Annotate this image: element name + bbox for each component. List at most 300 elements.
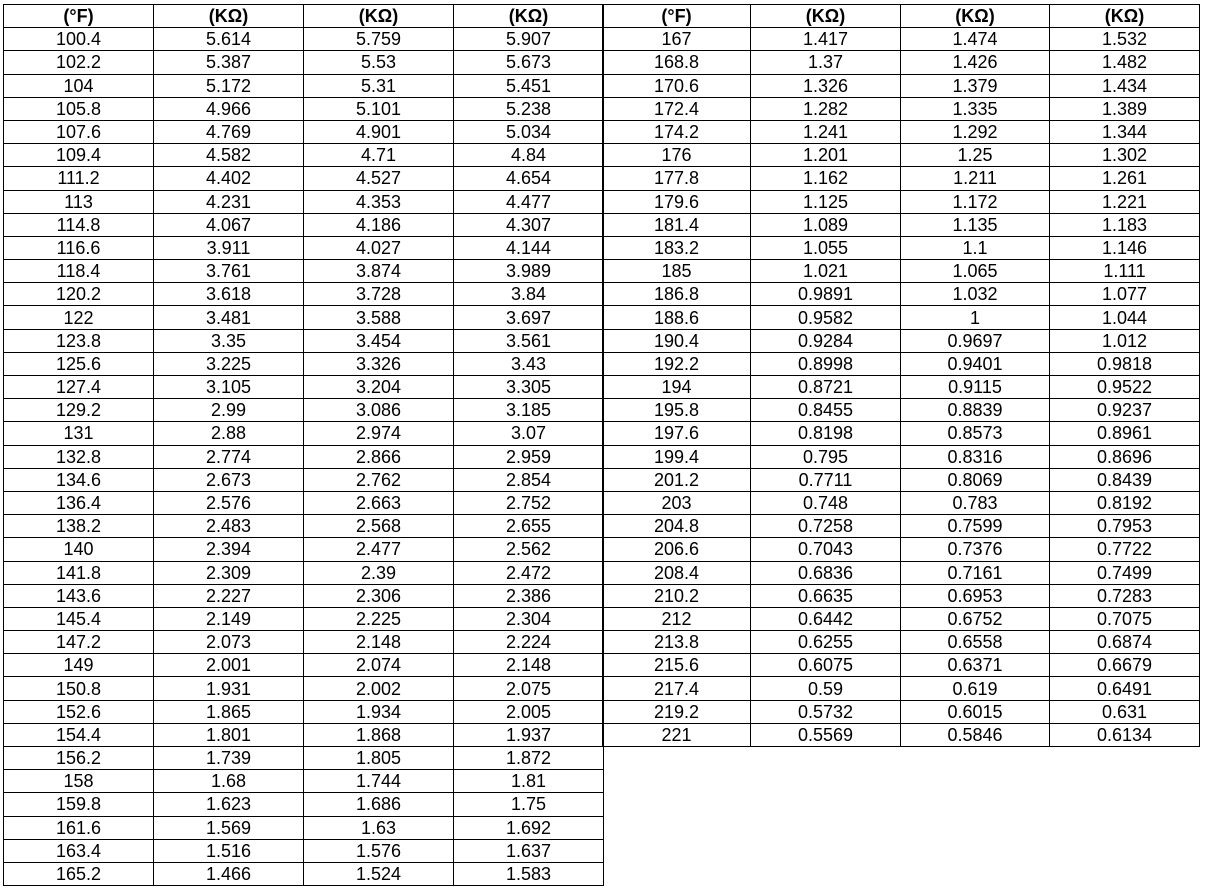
cell-resistance-1: 0.7258 bbox=[751, 515, 901, 538]
cell-resistance-2: 3.728 bbox=[304, 283, 454, 306]
cell-temperature: 138.2 bbox=[4, 515, 154, 538]
cell-resistance-1: 4.582 bbox=[154, 144, 304, 167]
cell-resistance-2: 2.568 bbox=[304, 515, 454, 538]
header-resistance-kohm-1: (KΩ) bbox=[751, 5, 901, 28]
cell-resistance-1: 0.7711 bbox=[751, 468, 901, 491]
cell-resistance-2: 1.868 bbox=[304, 723, 454, 746]
cell-resistance-3: 0.7283 bbox=[1050, 584, 1200, 607]
cell-resistance-1: 1.516 bbox=[154, 839, 304, 862]
cell-temperature: 143.6 bbox=[4, 584, 154, 607]
cell-temperature: 217.4 bbox=[603, 677, 751, 700]
cell-resistance-3: 3.989 bbox=[454, 260, 604, 283]
cell-resistance-2: 4.353 bbox=[304, 190, 454, 213]
cell-resistance-3: 2.655 bbox=[454, 515, 604, 538]
cell-resistance-1: 2.88 bbox=[154, 422, 304, 445]
cell-resistance-1: 0.8998 bbox=[751, 352, 901, 375]
table-row bbox=[4, 468, 604, 491]
table-row bbox=[4, 260, 604, 283]
cell-resistance-3: 1.302 bbox=[1050, 144, 1200, 167]
table-row bbox=[4, 399, 604, 422]
table-row bbox=[603, 376, 1200, 399]
cell-temperature: 192.2 bbox=[603, 352, 751, 375]
cell-temperature: 131 bbox=[4, 422, 154, 445]
cell-temperature: 100.4 bbox=[4, 28, 154, 51]
table-row bbox=[4, 793, 604, 816]
cell-resistance-3: 1.261 bbox=[1050, 167, 1200, 190]
cell-temperature: 197.6 bbox=[603, 422, 751, 445]
table-body bbox=[4, 28, 604, 886]
cell-resistance-2: 4.901 bbox=[304, 120, 454, 143]
cell-resistance-3: 1.692 bbox=[454, 816, 604, 839]
cell-temperature: 156.2 bbox=[4, 747, 154, 770]
table-row bbox=[603, 28, 1200, 51]
cell-resistance-3: 0.6491 bbox=[1050, 677, 1200, 700]
cell-temperature: 104 bbox=[4, 74, 154, 97]
cell-resistance-1: 0.9891 bbox=[751, 283, 901, 306]
cell-resistance-2: 1.426 bbox=[901, 51, 1050, 74]
table-row bbox=[4, 677, 604, 700]
cell-temperature: 165.2 bbox=[4, 862, 154, 885]
cell-resistance-3: 3.697 bbox=[454, 306, 604, 329]
cell-resistance-1: 1.417 bbox=[751, 28, 901, 51]
header-row bbox=[603, 5, 1200, 28]
cell-resistance-2: 2.148 bbox=[304, 631, 454, 654]
table-row bbox=[4, 445, 604, 468]
cell-resistance-3: 0.7499 bbox=[1050, 561, 1200, 584]
cell-resistance-3: 2.562 bbox=[454, 538, 604, 561]
cell-resistance-2: 0.5846 bbox=[901, 723, 1050, 746]
cell-resistance-3: 4.307 bbox=[454, 213, 604, 236]
cell-resistance-1: 1.68 bbox=[154, 770, 304, 793]
resistance-table-left bbox=[3, 4, 604, 886]
table-row bbox=[4, 97, 604, 120]
cell-resistance-3: 5.238 bbox=[454, 97, 604, 120]
cell-resistance-1: 0.9284 bbox=[751, 329, 901, 352]
table-row bbox=[603, 538, 1200, 561]
cell-temperature: 195.8 bbox=[603, 399, 751, 422]
cell-temperature: 127.4 bbox=[4, 376, 154, 399]
cell-resistance-2: 1.211 bbox=[901, 167, 1050, 190]
table-row bbox=[4, 236, 604, 259]
cell-resistance-2: 4.71 bbox=[304, 144, 454, 167]
cell-resistance-1: 2.001 bbox=[154, 654, 304, 677]
table-row bbox=[603, 51, 1200, 74]
cell-resistance-1: 0.6442 bbox=[751, 607, 901, 630]
cell-resistance-3: 1.146 bbox=[1050, 236, 1200, 259]
cell-resistance-1: 0.5732 bbox=[751, 700, 901, 723]
table-row bbox=[603, 167, 1200, 190]
cell-resistance-1: 3.618 bbox=[154, 283, 304, 306]
table-row bbox=[4, 723, 604, 746]
cell-resistance-1: 1.055 bbox=[751, 236, 901, 259]
cell-resistance-3: 2.386 bbox=[454, 584, 604, 607]
cell-resistance-3: 0.9818 bbox=[1050, 352, 1200, 375]
cell-resistance-1: 1.241 bbox=[751, 120, 901, 143]
table-row bbox=[603, 283, 1200, 306]
cell-temperature: 161.6 bbox=[4, 816, 154, 839]
cell-temperature: 176 bbox=[603, 144, 751, 167]
table-row bbox=[4, 654, 604, 677]
cell-temperature: 122 bbox=[4, 306, 154, 329]
table-row bbox=[603, 74, 1200, 97]
cell-resistance-2: 1.576 bbox=[304, 839, 454, 862]
cell-resistance-1: 2.576 bbox=[154, 491, 304, 514]
cell-resistance-2: 2.663 bbox=[304, 491, 454, 514]
cell-resistance-3: 4.84 bbox=[454, 144, 604, 167]
table-row bbox=[4, 538, 604, 561]
cell-resistance-1: 2.774 bbox=[154, 445, 304, 468]
table-row bbox=[603, 399, 1200, 422]
cell-resistance-2: 2.225 bbox=[304, 607, 454, 630]
table-row bbox=[4, 144, 604, 167]
cell-resistance-1: 4.769 bbox=[154, 120, 304, 143]
cell-resistance-1: 0.8721 bbox=[751, 376, 901, 399]
cell-resistance-3: 1.344 bbox=[1050, 120, 1200, 143]
cell-resistance-1: 0.795 bbox=[751, 445, 901, 468]
cell-resistance-2: 2.002 bbox=[304, 677, 454, 700]
cell-resistance-2: 0.6015 bbox=[901, 700, 1050, 723]
cell-resistance-3: 0.7075 bbox=[1050, 607, 1200, 630]
cell-temperature: 147.2 bbox=[4, 631, 154, 654]
cell-resistance-3: 1.389 bbox=[1050, 97, 1200, 120]
cell-temperature: 114.8 bbox=[4, 213, 154, 236]
cell-temperature: 120.2 bbox=[4, 283, 154, 306]
cell-resistance-3: 2.224 bbox=[454, 631, 604, 654]
cell-resistance-2: 2.762 bbox=[304, 468, 454, 491]
table-row bbox=[603, 445, 1200, 468]
cell-resistance-2: 1 bbox=[901, 306, 1050, 329]
cell-resistance-3: 2.752 bbox=[454, 491, 604, 514]
cell-resistance-1: 1.282 bbox=[751, 97, 901, 120]
cell-resistance-3: 2.075 bbox=[454, 677, 604, 700]
cell-temperature: 199.4 bbox=[603, 445, 751, 468]
table-body bbox=[603, 28, 1200, 747]
cell-resistance-1: 3.225 bbox=[154, 352, 304, 375]
table-row bbox=[603, 491, 1200, 514]
table-row bbox=[4, 584, 604, 607]
table-row bbox=[4, 839, 604, 862]
cell-resistance-1: 1.201 bbox=[751, 144, 901, 167]
cell-resistance-3: 3.07 bbox=[454, 422, 604, 445]
cell-resistance-1: 5.172 bbox=[154, 74, 304, 97]
table-row bbox=[4, 213, 604, 236]
cell-resistance-2: 4.027 bbox=[304, 236, 454, 259]
table-row bbox=[603, 677, 1200, 700]
table-row bbox=[4, 190, 604, 213]
table-row bbox=[603, 515, 1200, 538]
cell-resistance-3: 1.044 bbox=[1050, 306, 1200, 329]
table-row bbox=[603, 352, 1200, 375]
cell-resistance-3: 1.872 bbox=[454, 747, 604, 770]
cell-resistance-2: 1.524 bbox=[304, 862, 454, 885]
table-row bbox=[4, 491, 604, 514]
cell-resistance-1: 1.326 bbox=[751, 74, 901, 97]
cell-resistance-1: 2.073 bbox=[154, 631, 304, 654]
cell-resistance-2: 3.874 bbox=[304, 260, 454, 283]
cell-resistance-2: 2.477 bbox=[304, 538, 454, 561]
cell-resistance-1: 0.9582 bbox=[751, 306, 901, 329]
header-resistance-kohm-2: (KΩ) bbox=[901, 5, 1050, 28]
cell-resistance-3: 2.472 bbox=[454, 561, 604, 584]
cell-resistance-2: 0.9401 bbox=[901, 352, 1050, 375]
cell-resistance-2: 0.6953 bbox=[901, 584, 1050, 607]
table-row bbox=[603, 329, 1200, 352]
cell-resistance-2: 0.7599 bbox=[901, 515, 1050, 538]
table-row bbox=[603, 631, 1200, 654]
cell-resistance-2: 3.454 bbox=[304, 329, 454, 352]
cell-resistance-3: 5.451 bbox=[454, 74, 604, 97]
cell-resistance-3: 1.077 bbox=[1050, 283, 1200, 306]
cell-temperature: 145.4 bbox=[4, 607, 154, 630]
cell-resistance-3: 5.907 bbox=[454, 28, 604, 51]
cell-resistance-1: 4.067 bbox=[154, 213, 304, 236]
table-row bbox=[603, 260, 1200, 283]
cell-temperature: 174.2 bbox=[603, 120, 751, 143]
cell-temperature: 181.4 bbox=[603, 213, 751, 236]
cell-resistance-1: 2.394 bbox=[154, 538, 304, 561]
cell-resistance-1: 0.6255 bbox=[751, 631, 901, 654]
cell-resistance-2: 3.204 bbox=[304, 376, 454, 399]
cell-temperature: 168.8 bbox=[603, 51, 751, 74]
table-row bbox=[603, 422, 1200, 445]
table-row bbox=[603, 584, 1200, 607]
cell-resistance-3: 0.6134 bbox=[1050, 723, 1200, 746]
header-temperature-f: (°F) bbox=[4, 5, 154, 28]
cell-resistance-1: 0.8455 bbox=[751, 399, 901, 422]
table-row bbox=[603, 306, 1200, 329]
cell-resistance-3: 4.654 bbox=[454, 167, 604, 190]
cell-resistance-3: 3.185 bbox=[454, 399, 604, 422]
cell-resistance-2: 0.6371 bbox=[901, 654, 1050, 677]
cell-resistance-2: 0.7376 bbox=[901, 538, 1050, 561]
cell-resistance-2: 2.866 bbox=[304, 445, 454, 468]
cell-resistance-1: 1.162 bbox=[751, 167, 901, 190]
table-row bbox=[4, 631, 604, 654]
cell-resistance-1: 2.149 bbox=[154, 607, 304, 630]
cell-temperature: 170.6 bbox=[603, 74, 751, 97]
cell-temperature: 206.6 bbox=[603, 538, 751, 561]
cell-temperature: 177.8 bbox=[603, 167, 751, 190]
cell-temperature: 123.8 bbox=[4, 329, 154, 352]
cell-resistance-2: 2.974 bbox=[304, 422, 454, 445]
cell-resistance-1: 2.309 bbox=[154, 561, 304, 584]
header-resistance-kohm-2: (KΩ) bbox=[304, 5, 454, 28]
cell-resistance-2: 1.335 bbox=[901, 97, 1050, 120]
cell-resistance-1: 1.623 bbox=[154, 793, 304, 816]
cell-resistance-2: 1.805 bbox=[304, 747, 454, 770]
cell-resistance-3: 1.81 bbox=[454, 770, 604, 793]
cell-resistance-1: 0.7043 bbox=[751, 538, 901, 561]
cell-temperature: 109.4 bbox=[4, 144, 154, 167]
table-row bbox=[4, 422, 604, 445]
cell-temperature: 107.6 bbox=[4, 120, 154, 143]
cell-temperature: 212 bbox=[603, 607, 751, 630]
cell-temperature: 116.6 bbox=[4, 236, 154, 259]
cell-resistance-1: 2.99 bbox=[154, 399, 304, 422]
cell-temperature: 194 bbox=[603, 376, 751, 399]
table-row bbox=[4, 561, 604, 584]
cell-resistance-1: 3.105 bbox=[154, 376, 304, 399]
cell-resistance-3: 1.937 bbox=[454, 723, 604, 746]
cell-resistance-2: 0.6558 bbox=[901, 631, 1050, 654]
cell-resistance-3: 1.532 bbox=[1050, 28, 1200, 51]
table-row bbox=[4, 607, 604, 630]
cell-resistance-2: 5.31 bbox=[304, 74, 454, 97]
cell-resistance-3: 1.434 bbox=[1050, 74, 1200, 97]
cell-resistance-1: 2.227 bbox=[154, 584, 304, 607]
cell-resistance-1: 3.481 bbox=[154, 306, 304, 329]
cell-resistance-1: 3.911 bbox=[154, 236, 304, 259]
table-row bbox=[4, 51, 604, 74]
cell-temperature: 219.2 bbox=[603, 700, 751, 723]
cell-resistance-1: 1.125 bbox=[751, 190, 901, 213]
cell-resistance-1: 1.931 bbox=[154, 677, 304, 700]
cell-resistance-3: 0.8439 bbox=[1050, 468, 1200, 491]
cell-resistance-2: 3.588 bbox=[304, 306, 454, 329]
cell-resistance-1: 1.37 bbox=[751, 51, 901, 74]
cell-resistance-2: 0.8069 bbox=[901, 468, 1050, 491]
cell-resistance-3: 1.183 bbox=[1050, 213, 1200, 236]
cell-temperature: 210.2 bbox=[603, 584, 751, 607]
cell-temperature: 159.8 bbox=[4, 793, 154, 816]
cell-temperature: 150.8 bbox=[4, 677, 154, 700]
header-row bbox=[4, 5, 604, 28]
cell-temperature: 163.4 bbox=[4, 839, 154, 862]
cell-resistance-3: 5.673 bbox=[454, 51, 604, 74]
cell-resistance-2: 0.9697 bbox=[901, 329, 1050, 352]
cell-resistance-3: 4.477 bbox=[454, 190, 604, 213]
cell-resistance-1: 1.089 bbox=[751, 213, 901, 236]
cell-resistance-2: 0.8316 bbox=[901, 445, 1050, 468]
table-row bbox=[603, 723, 1200, 746]
cell-resistance-2: 1.744 bbox=[304, 770, 454, 793]
cell-resistance-2: 1.686 bbox=[304, 793, 454, 816]
cell-temperature: 118.4 bbox=[4, 260, 154, 283]
cell-resistance-1: 0.5569 bbox=[751, 723, 901, 746]
cell-resistance-2: 0.8839 bbox=[901, 399, 1050, 422]
cell-resistance-1: 4.231 bbox=[154, 190, 304, 213]
table-row bbox=[4, 120, 604, 143]
cell-temperature: 204.8 bbox=[603, 515, 751, 538]
cell-resistance-1: 2.673 bbox=[154, 468, 304, 491]
cell-temperature: 111.2 bbox=[4, 167, 154, 190]
cell-resistance-2: 2.306 bbox=[304, 584, 454, 607]
table-row bbox=[4, 167, 604, 190]
header-resistance-kohm-3: (KΩ) bbox=[454, 5, 604, 28]
cell-resistance-3: 3.305 bbox=[454, 376, 604, 399]
cell-temperature: 167 bbox=[603, 28, 751, 51]
cell-resistance-2: 1.25 bbox=[901, 144, 1050, 167]
cell-resistance-2: 1.172 bbox=[901, 190, 1050, 213]
cell-resistance-3: 2.959 bbox=[454, 445, 604, 468]
table-row bbox=[4, 770, 604, 793]
cell-resistance-2: 1.032 bbox=[901, 283, 1050, 306]
cell-resistance-3: 3.561 bbox=[454, 329, 604, 352]
cell-resistance-2: 0.7161 bbox=[901, 561, 1050, 584]
table-row bbox=[603, 120, 1200, 143]
cell-resistance-2: 0.783 bbox=[901, 491, 1050, 514]
table-row bbox=[603, 190, 1200, 213]
cell-temperature: 141.8 bbox=[4, 561, 154, 584]
cell-temperature: 179.6 bbox=[603, 190, 751, 213]
cell-resistance-2: 1.63 bbox=[304, 816, 454, 839]
table-row bbox=[4, 352, 604, 375]
table-row bbox=[603, 561, 1200, 584]
cell-resistance-3: 0.6679 bbox=[1050, 654, 1200, 677]
header-resistance-kohm-1: (KΩ) bbox=[154, 5, 304, 28]
cell-temperature: 129.2 bbox=[4, 399, 154, 422]
cell-temperature: 208.4 bbox=[603, 561, 751, 584]
cell-temperature: 152.6 bbox=[4, 700, 154, 723]
cell-resistance-3: 1.111 bbox=[1050, 260, 1200, 283]
cell-resistance-2: 5.101 bbox=[304, 97, 454, 120]
cell-temperature: 172.4 bbox=[603, 97, 751, 120]
cell-resistance-1: 0.6635 bbox=[751, 584, 901, 607]
table-row bbox=[4, 816, 604, 839]
cell-resistance-2: 0.619 bbox=[901, 677, 1050, 700]
cell-resistance-2: 0.6752 bbox=[901, 607, 1050, 630]
cell-resistance-2: 0.9115 bbox=[901, 376, 1050, 399]
cell-resistance-1: 5.614 bbox=[154, 28, 304, 51]
table-row bbox=[4, 74, 604, 97]
cell-resistance-2: 1.474 bbox=[901, 28, 1050, 51]
resistance-table-right bbox=[602, 4, 1200, 747]
cell-temperature: 140 bbox=[4, 538, 154, 561]
table-row bbox=[4, 747, 604, 770]
cell-resistance-1: 4.402 bbox=[154, 167, 304, 190]
table-row bbox=[603, 144, 1200, 167]
cell-resistance-1: 0.748 bbox=[751, 491, 901, 514]
cell-resistance-3: 5.034 bbox=[454, 120, 604, 143]
cell-temperature: 102.2 bbox=[4, 51, 154, 74]
cell-resistance-2: 1.292 bbox=[901, 120, 1050, 143]
cell-resistance-3: 1.012 bbox=[1050, 329, 1200, 352]
cell-resistance-1: 0.6075 bbox=[751, 654, 901, 677]
cell-resistance-1: 0.6836 bbox=[751, 561, 901, 584]
cell-temperature: 186.8 bbox=[603, 283, 751, 306]
cell-temperature: 215.6 bbox=[603, 654, 751, 677]
cell-temperature: 125.6 bbox=[4, 352, 154, 375]
cell-temperature: 113 bbox=[4, 190, 154, 213]
table-row bbox=[4, 376, 604, 399]
cell-temperature: 136.4 bbox=[4, 491, 154, 514]
cell-temperature: 188.6 bbox=[603, 306, 751, 329]
cell-resistance-2: 3.086 bbox=[304, 399, 454, 422]
header-temperature-f: (°F) bbox=[603, 5, 751, 28]
table-row bbox=[603, 236, 1200, 259]
cell-temperature: 105.8 bbox=[4, 97, 154, 120]
cell-resistance-1: 0.59 bbox=[751, 677, 901, 700]
cell-resistance-3: 1.637 bbox=[454, 839, 604, 862]
cell-resistance-3: 1.75 bbox=[454, 793, 604, 816]
cell-resistance-2: 4.186 bbox=[304, 213, 454, 236]
cell-temperature: 183.2 bbox=[603, 236, 751, 259]
table-row bbox=[603, 700, 1200, 723]
cell-temperature: 149 bbox=[4, 654, 154, 677]
cell-resistance-1: 1.739 bbox=[154, 747, 304, 770]
cell-resistance-3: 0.8961 bbox=[1050, 422, 1200, 445]
header-resistance-kohm-3: (KΩ) bbox=[1050, 5, 1200, 28]
cell-resistance-3: 0.7953 bbox=[1050, 515, 1200, 538]
table-row bbox=[603, 468, 1200, 491]
cell-resistance-1: 3.761 bbox=[154, 260, 304, 283]
cell-resistance-1: 1.865 bbox=[154, 700, 304, 723]
cell-resistance-3: 2.148 bbox=[454, 654, 604, 677]
cell-resistance-3: 1.482 bbox=[1050, 51, 1200, 74]
cell-resistance-3: 4.144 bbox=[454, 236, 604, 259]
cell-temperature: 134.6 bbox=[4, 468, 154, 491]
cell-resistance-2: 2.39 bbox=[304, 561, 454, 584]
